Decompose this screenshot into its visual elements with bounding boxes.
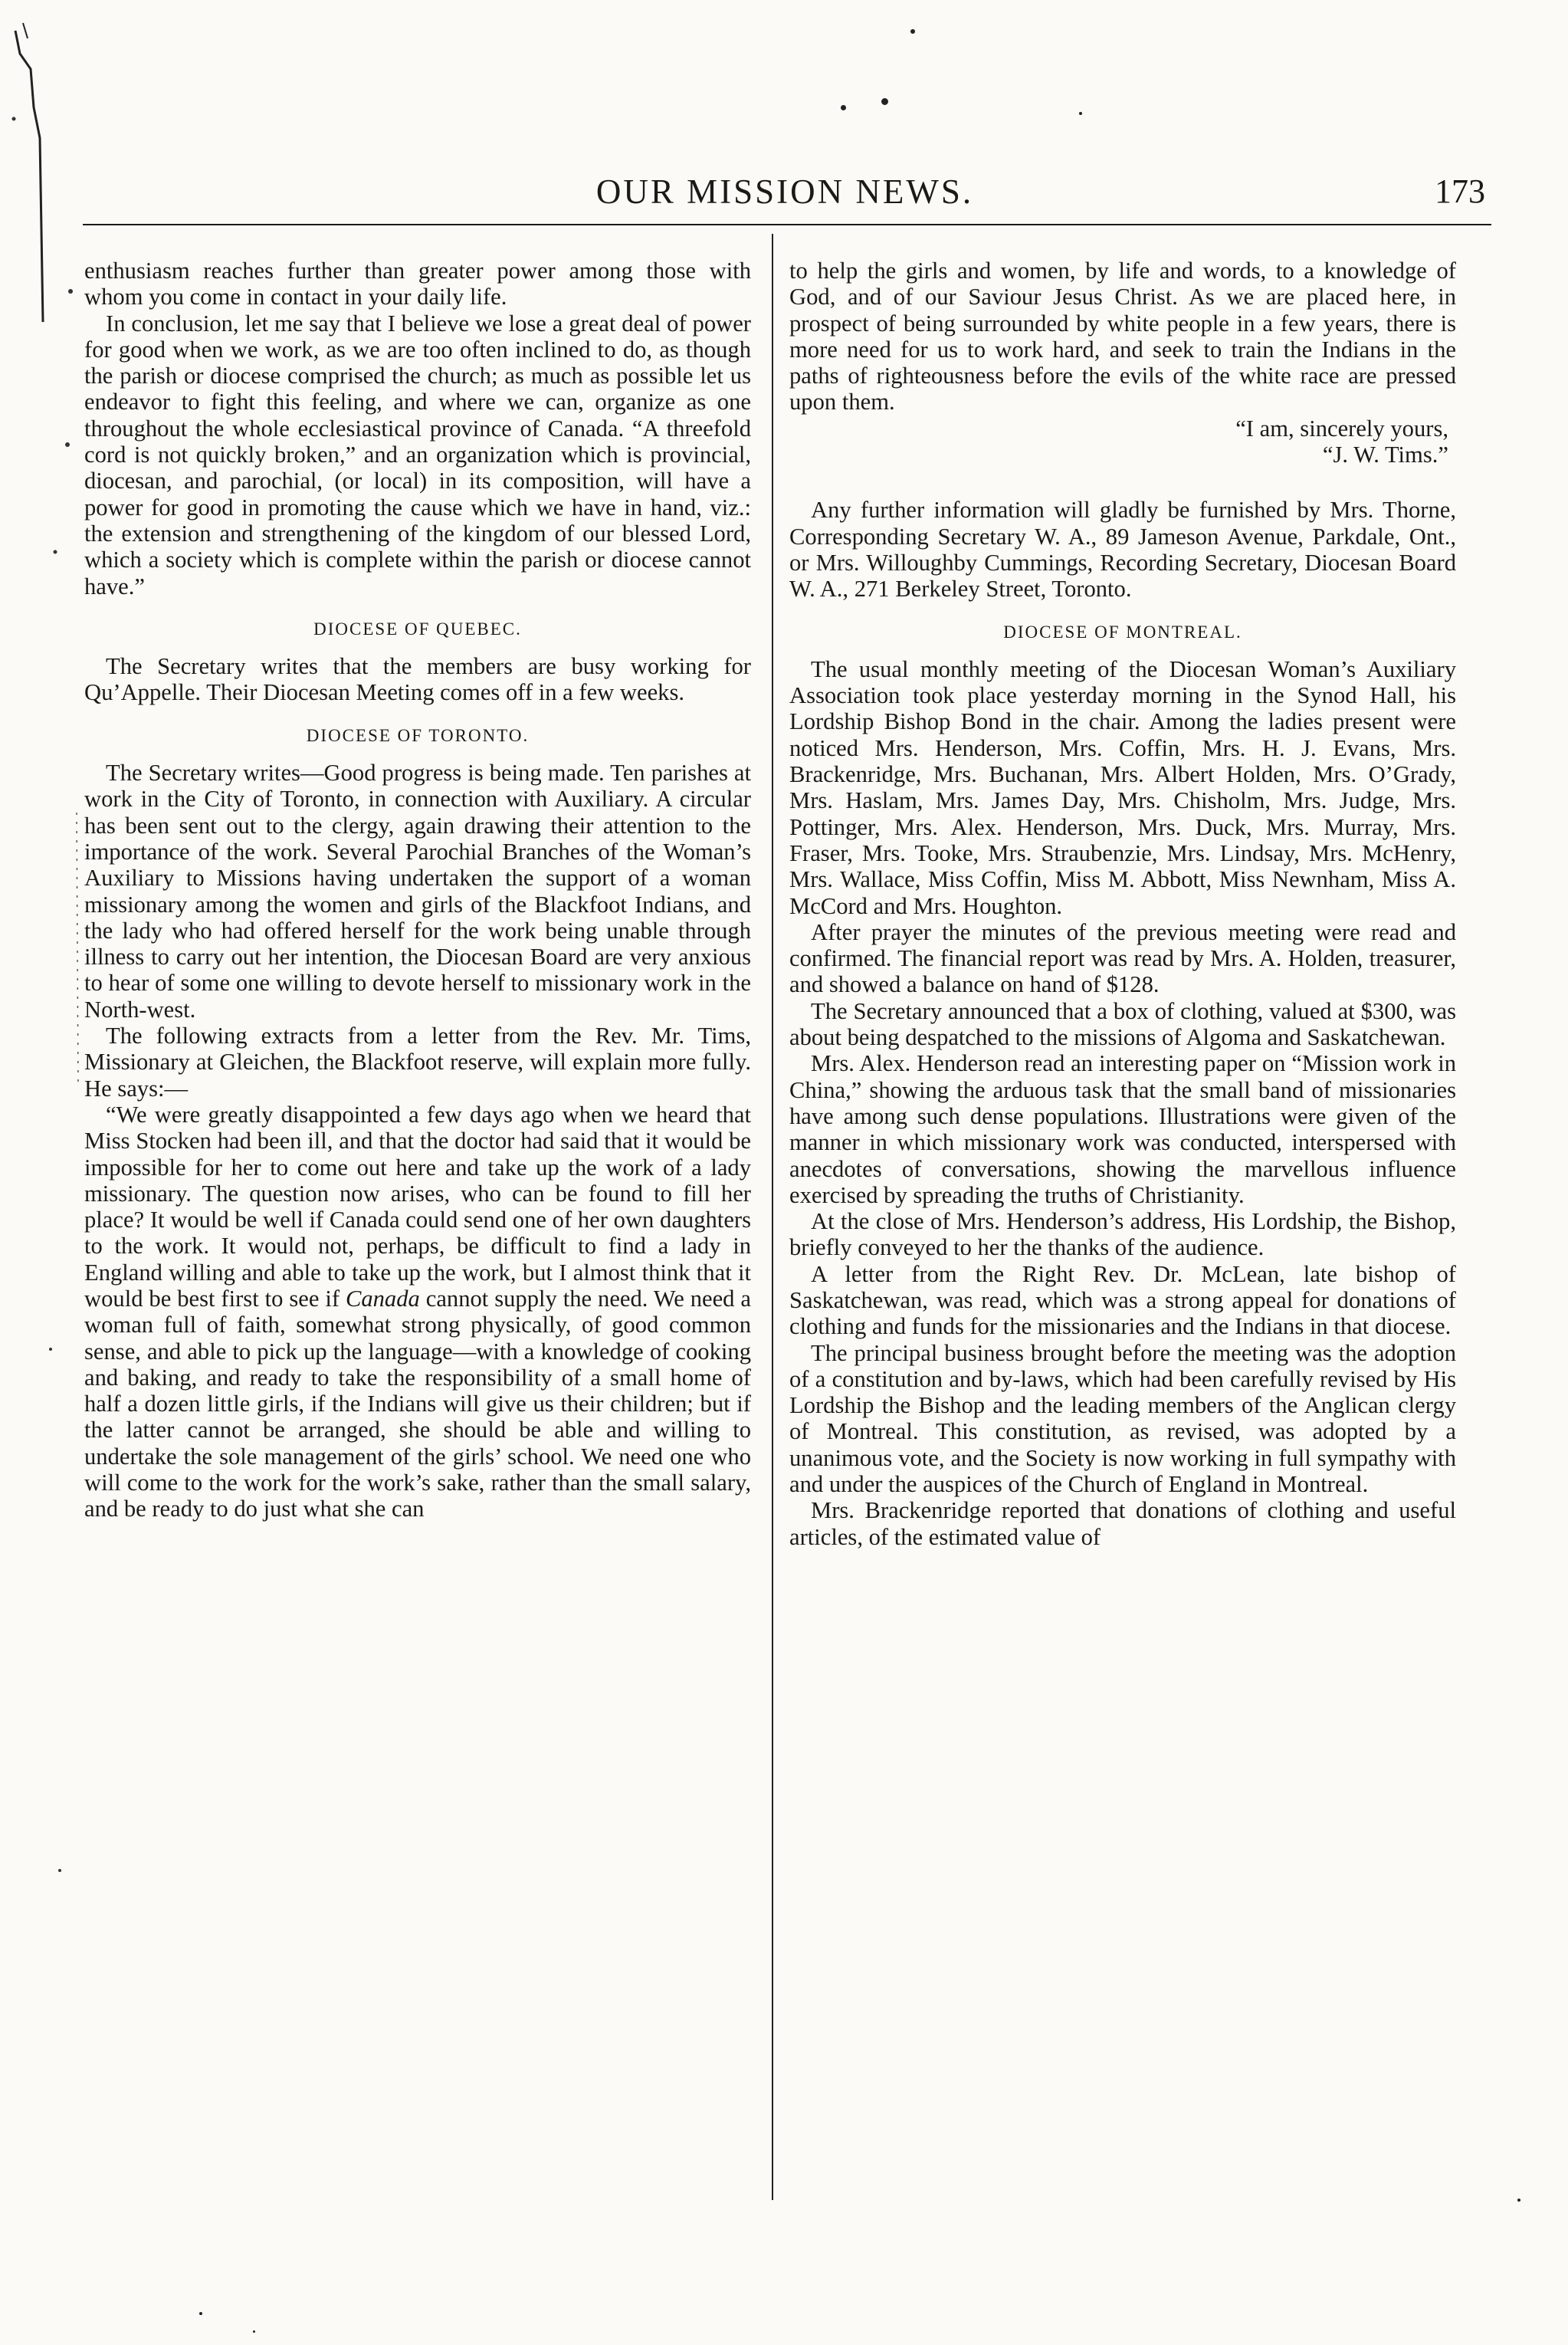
letter-text: cannot supply the need. We need a woman full of faith, somewhat strong physically, of good common sense, and able to pick up the language—with a knowledge of cooking and baking, and ready to take the responsibility of a small home of half a dozen little girls, if the Indians will give us their children; but if the latter cannot be arranged, she should be able and willing to undertake the sole management of the girls’ school. We need one who will come to the work for the work’s sake, rather than the small salary, and be ready to do just what she can [84,1285,751,1522]
column-divider [772,234,773,2200]
section-heading-montreal: DIOCESE OF MONTREAL. [1003,622,1242,642]
paragraph: The usual monthly meeting of the Diocesan Woman’s Auxiliary Association took place yesterday morning in the Synod Hall, his Lordship Bishop Bond in the chair. Among the ladies present were noticed Mrs. Henderson, Mrs. Coffin, Mrs. H. J. Evans, Mrs. Brackenridge, Mrs. Buchanan, Mrs. Albert Holden, Mrs. O’Grady, Mrs. Haslam, Mrs. James Day, Mrs. Chisholm, Mrs. Judge, Mrs. Pottinger, Mrs. Alex. Henderson, Mrs. Duck, Mrs. Murray, Mrs. Fraser, Mrs. Tooke, Mrs. Straubenzie, Mrs. Lindsay, Mrs. McHenry, Mrs. Wallace, Miss Coffin, Miss M. Abbott, Miss Newnham, Miss A. McCord and Mrs. Houghton. [789,655,1456,919]
emphasis-canada: Canada [345,1285,420,1312]
paragraph: Mrs. Alex. Henderson read an interesting paper on “Mission work in China,” showing the arduous task that the small band of missionaries have among such dense populations. Illustrations were given of the manner in which missionary work was conducted, interspersed with anecdotes of conversations, showing the marvellous influence exercised by spreading the truths of Christianity. [789,1050,1456,1208]
paragraph: Mrs. Brackenridge reported that donations of clothing and useful articles, of the estimated value of [789,1497,1456,1550]
running-title: OUR MISSION NEWS. [595,172,974,211]
paragraph: At the close of Mrs. Henderson’s address, His Lordship, the Bishop, briefly conveyed to her the thanks of the audience. [789,1208,1456,1261]
letter-paragraph [84,1102,751,1522]
letter-text: to help the girls and women, by life and words, to a knowledge of God, and of our Saviour Jesus Christ. As we are placed here, in prospect of being surrounded by white people in a few years, there is more need for us to work hard, and seek to train the Indians in the paths of righteousness before the evils of the white race are pressed upon them. [789,258,1456,415]
header-rule [83,224,1491,225]
section-heading-quebec: DIOCESE OF QUEBEC. [313,619,522,639]
right-column [789,258,1456,1550]
paragraph: The Secretary announced that a box of clothing, valued at $300, was about being despatched to the missions of Algoma and Saskatchewan. [789,997,1456,1051]
paragraph: The Secretary writes—Good progress is being made. Ten parishes at work in the City of Toronto, in connection with Auxiliary. A circular has been sent out to the clergy, again drawing their attention to the importance of the work. Several Parochial Branches of the Woman’s Auxiliary to Missions having undertaken the support of a woman missionary among the women and girls of the Blackfoot Indians, and the lady who had offered herself for the work being unable through illness to carry out her intention, the Diocesan Board are very anxious to hear of some one willing to devote herself to missionary work in the North-west. [84,760,751,1023]
paragraph: enthusiasm reaches further than greater power among those with whom you come in contact in your daily life. [84,258,751,310]
closing-line: “I am, sincerely yours, [1235,415,1448,442]
page-header [84,172,1485,225]
paragraph: Any further information will gladly be furnished by Mrs. Thorne, Corresponding Secretary W. A., 89 Jameson Avenue, Parkdale, Ont., or Mrs. Willoughby Cummings, Recording Secretary, Diocesan Board W. A., 271 Berkeley Street, Toronto. [789,497,1456,603]
letter-closing [789,415,1456,442]
letter-signature: “J. W. Tims.” [1322,442,1448,468]
section-heading-toronto: DIOCESE OF TORONTO. [306,725,530,745]
paragraph: The following extracts from a letter from the Rev. Mr. Tims, Missionary at Gleichen, the Blackfoot reserve, will explain more fully. He says:— [84,1023,751,1102]
spacer [789,468,1456,497]
page-number: 173 [1435,172,1485,210]
letter-text: “We were greatly disappointed a few days ago when we heard that Miss Stocken had been ill, and that the doctor had said that it would be impossible for her to come out here and take up the work of a lady missionary. The question now arises, who can be found to fill her place? It would be well if Canada could send one of her own daughters to the work. It would not, perhaps, be difficult to find a lady in England willing and able to take up the work, but I almost think that it would be best first to see if [84,1101,751,1312]
paragraph: In conclusion, let me say that I believe we lose a great deal of power for good when we work, as we are too often inclined to do, as though the parish or diocese comprised the church; as much as possible let us endeavor to fight this feeling, and where we can, organize as one throughout the whole ecclesiastical province of Canada. “A threefold cord is not quickly broken,” and an organization which is provincial, diocesan, and parochial, (or local) in its composition, will have a power for good in promoting the cause which we have in hand, viz.: the extension and strengthening of the kingdom of our blessed Lord, which a society which is complete within the parish or diocese cannot have.” [84,310,751,599]
left-column [84,258,751,1522]
margin-binding-marks [0,0,84,2345]
paragraph: After prayer the minutes of the previous meeting were read and confirmed. The financial report was read by Mrs. A. Holden, treasurer, and showed a balance on hand of $128. [789,918,1456,998]
paragraph: A letter from the Right Rev. Dr. McLean, late bishop of Saskatchewan, was read, which was a strong appeal for donations of clothing and funds for the missionaries and the Indians in that diocese. [789,1260,1456,1340]
paragraph [789,258,1456,415]
paragraph: The principal business brought before the meeting was the adoption of a constitution and by-laws, which had been carefully revised by His Lordship the Bishop and the leading members of the Anglican clergy of Montreal. This constitution, as revised, was adopted by a unanimous vote, and the Society is now working in full sympathy with and under the auspices of the Church of England in Montreal. [789,1339,1456,1498]
paragraph: The Secretary writes that the members are busy working for Qu’Appelle. Their Diocesan Meeting comes off in a few weeks. [84,653,751,706]
